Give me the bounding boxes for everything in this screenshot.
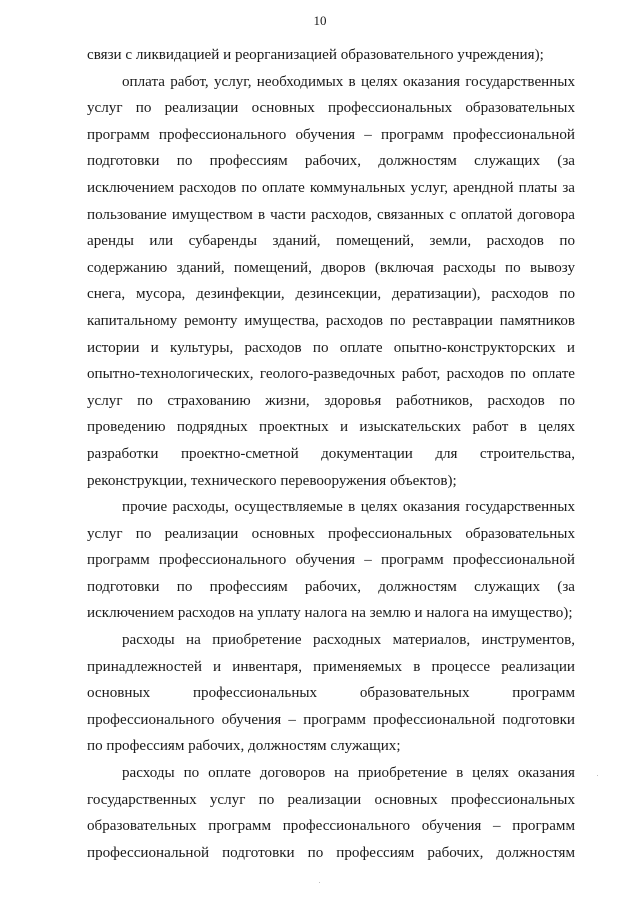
- text-line: расходы по оплате договоров на приобретение в целях оказания: [122, 765, 575, 782]
- page-number: 10: [313, 13, 327, 28]
- paragraph-other-expenses: [87, 494, 575, 627]
- text-line: оплата работ, услуг, необходимых в целях оказания государственных: [122, 73, 575, 90]
- text-line: прочие расходы, осуществляемые в целях оказания государственных: [122, 499, 575, 516]
- text-line: принадлежностей и инвентаря, применяемых в процессе реализации: [87, 658, 575, 675]
- paragraph-materials-expenses: [87, 627, 575, 760]
- text-line: по профессиям рабочих, должностям служащих;: [87, 738, 401, 755]
- text-line: подготовки по профессиям рабочих, должностям служащих (за: [87, 578, 575, 595]
- text-line: проведению подрядных проектных и изыскательских работ в целях: [87, 419, 575, 436]
- scan-speck: [319, 882, 320, 883]
- text-line: расходы на приобретение расходных материалов, инструментов,: [122, 632, 575, 649]
- paragraph-contract-expenses: [87, 760, 575, 866]
- paragraph-continuation: [87, 42, 575, 69]
- scan-speck: [597, 775, 598, 776]
- text-line: связи с ликвидацией и реорганизацией образовательного учреждения);: [87, 47, 544, 63]
- text-line: услуг по реализации основных профессиональных образовательных: [87, 100, 575, 117]
- text-line: аренды или субаренды зданий, помещений, земли, расходов по: [87, 233, 575, 250]
- text-line: капитальному ремонту имущества, расходов по реставрации памятников: [87, 312, 575, 329]
- text-line: подготовки по профессиям рабочих, должностям служащих (за: [87, 153, 575, 170]
- text-line: опытно-технологических, геолого-разведочных работ, расходов по оплате: [87, 366, 575, 383]
- text-line: программ профессионального обучения – программ профессиональной: [87, 552, 575, 569]
- text-line: реконструкции, технического перевооружения объектов);: [87, 472, 457, 489]
- text-line: образовательных программ профессионального обучения – программ: [87, 818, 575, 835]
- text-line: истории и культуры, расходов по оплате опытно-конструкторских и: [87, 339, 575, 356]
- text-line: пользование имуществом в части расходов, связанных с оплатой договора: [87, 206, 575, 223]
- text-line: государственных услуг по реализации основных профессиональных: [87, 791, 575, 808]
- text-line: исключением расходов по оплате коммунальных услуг, арендной платы за: [87, 179, 575, 196]
- document-body: [87, 42, 575, 866]
- text-line: услуг по страхованию жизни, здоровья работников, расходов по: [87, 392, 575, 409]
- text-line: исключением расходов на уплату налога на землю и налога на имущество);: [87, 605, 573, 622]
- paragraph-payment-of-works: [87, 69, 575, 495]
- text-line: основных профессиональных образовательных программ: [87, 685, 575, 702]
- text-line: услуг по реализации основных профессиональных образовательных: [87, 525, 575, 542]
- text-line: программ профессионального обучения – программ профессиональной: [87, 126, 575, 143]
- text-line: разработки проектно-сметной документации для строительства,: [87, 445, 575, 462]
- text-line: содержанию зданий, помещений, дворов (включая расходы по вывозу: [87, 259, 575, 276]
- text-line: профессионального обучения – программ профессиональной подготовки: [87, 711, 575, 728]
- text-line: профессиональной подготовки по профессиям рабочих, должностям: [87, 844, 575, 861]
- text-line: снега, мусора, дезинфекции, дезинсекции, дератизации), расходов по: [87, 286, 575, 303]
